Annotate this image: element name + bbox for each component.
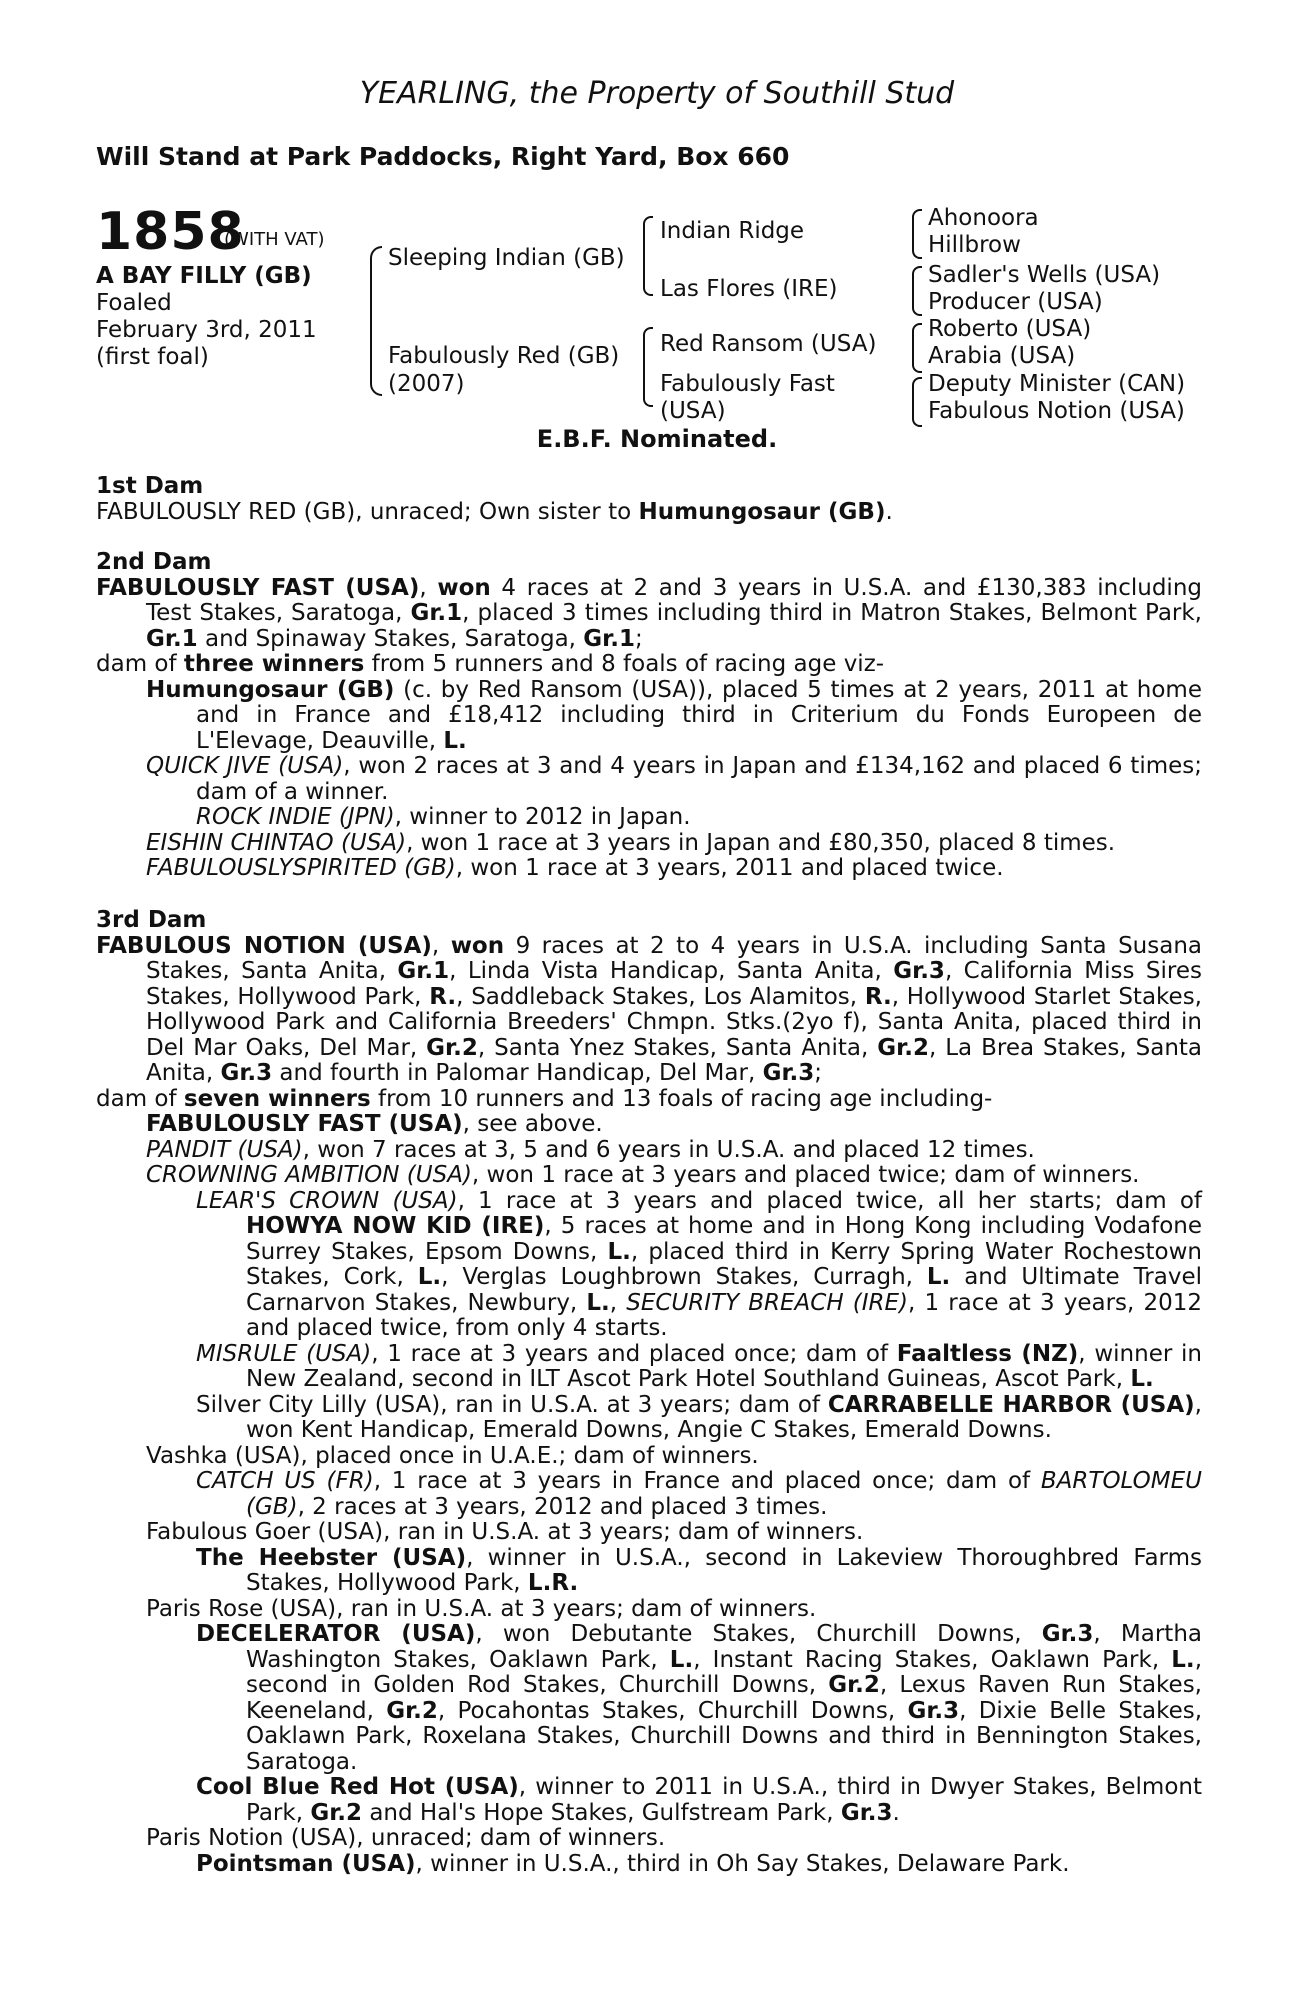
bold-text: Gr.3 — [762, 1060, 815, 1086]
text-run: , winner in U.S.A., second in Lakeview Thoroughbred Farms Stakes, Hollywood Park, — [246, 1544, 1202, 1596]
first-dam-line — [96, 500, 1202, 526]
pedigree-sss: Ahonoora — [928, 205, 1039, 231]
bold-text: Humungosaur (GB) — [146, 676, 395, 703]
bold-text: Faaltless (NZ) — [896, 1340, 1079, 1367]
pedigree-dam-sire: Red Ransom (USA) — [660, 331, 877, 357]
italic-text: SECURITY BREACH (IRE) — [626, 1289, 909, 1316]
text-run: , Santa Ynez Stakes, Santa Anita, — [477, 1034, 878, 1061]
text-run: . — [885, 498, 893, 525]
text-run: , Dixie Belle Stakes, Oaklawn Park, Roxelana Stakes, Churchill Downs and third in Bennington Stakes, Saratoga. — [246, 1697, 1203, 1775]
first-dam-body — [96, 500, 1202, 526]
pedigree-brace-ss — [912, 209, 922, 259]
vat-note: (WITH VAT) — [224, 229, 325, 250]
bold-text: Cool Blue Red Hot (USA) — [196, 1774, 519, 1800]
text-run: and fourth in Palomar Handicap, Del Mar, — [272, 1060, 763, 1086]
second-dam-entry — [96, 678, 1202, 755]
text-run: , won Debutante Stakes, Churchill Downs, — [475, 1621, 1042, 1647]
italic-text: PANDIT (USA) — [146, 1136, 303, 1163]
bold-text: Gr.1 — [410, 600, 463, 626]
text-run: Vashka (USA), placed once in U.A.E.; dam of winners. — [146, 1442, 759, 1469]
italic-text: BARTOLOMEU (GB) — [246, 1468, 1202, 1520]
text-run: , Lexus Raven Run Stakes, Keeneland, — [246, 1672, 1202, 1724]
first-dam-section — [96, 474, 1202, 525]
bold-text: R. — [429, 983, 457, 1010]
bold-text: FABULOUS NOTION (USA) — [96, 932, 432, 959]
text-run: dam of — [96, 1085, 184, 1112]
bold-text: L. — [1130, 1366, 1154, 1392]
second-dam-entry — [96, 805, 1202, 831]
text-run: , — [419, 574, 438, 601]
italic-text: ROCK INDIE (JPN) — [196, 804, 395, 830]
third-dam-entry — [96, 1138, 1202, 1164]
pedigree-dds: Deputy Minister (CAN) — [928, 371, 1186, 397]
third-dam-entry — [96, 934, 1202, 1087]
text-run: and Hal's Hope Stakes, Gulfstream Park, — [362, 1799, 841, 1826]
bold-text: Gr.2 — [386, 1697, 438, 1724]
italic-text: EISHIN CHINTAO (USA) — [146, 829, 407, 856]
pedigree-dam-dam: Fabulously Fast — [660, 371, 835, 397]
bold-text: L. — [926, 1264, 951, 1290]
pedigree-brace-dam — [643, 327, 653, 407]
third-dam-entry — [96, 1444, 1202, 1470]
text-run: , placed 3 times including third in Matron Stakes, Belmont Park, — [462, 600, 1202, 626]
text-run: Paris Rose (USA), ran in U.S.A. at 3 years; dam of winners. — [146, 1595, 817, 1622]
foaled-date: February 3rd, 2011 — [96, 317, 317, 343]
bold-text: HOWYA NOW KID (IRE) — [246, 1213, 545, 1239]
bold-text: Gr.2 — [828, 1672, 880, 1698]
bold-text: FABULOUSLY FAST (USA) — [96, 574, 420, 601]
bold-text: Gr.2 — [877, 1034, 929, 1061]
third-dam-entry — [96, 1163, 1202, 1189]
third-dam-entry — [96, 1087, 1202, 1113]
italic-text: CROWNING AMBITION (USA) — [146, 1162, 472, 1188]
text-run: FABULOUSLY RED (GB), unraced; Own sister to — [96, 498, 639, 525]
third-dam-entry — [96, 1469, 1202, 1520]
text-run: , 5 races at home and in Hong Kong including Vodafone Surrey Stakes, Epsom Downs, — [246, 1213, 1202, 1265]
first-dam-heading: 1st Dam — [96, 473, 204, 499]
second-dam-heading: 2nd Dam — [96, 549, 212, 575]
third-dam-body — [96, 934, 1202, 1878]
text-run: , Instant Racing Stakes, Oaklawn Park, — [693, 1646, 1172, 1673]
italic-text: MISRULE (USA) — [196, 1340, 372, 1367]
text-run: , won 1 race at 3 years and placed twice; dam of winners. — [471, 1162, 1140, 1188]
text-run: , winner to 2011 in U.S.A., third in Dwyer Stakes, Belmont Park, — [246, 1774, 1202, 1826]
second-dam-entry — [96, 576, 1202, 653]
text-run: , see above. — [462, 1111, 603, 1137]
text-run: from 5 runners and 8 foals of racing age viz- — [364, 651, 885, 677]
text-run: , — [609, 1289, 627, 1316]
bold-text: won — [450, 932, 505, 959]
pedigree-ssd: Hillbrow — [928, 232, 1021, 258]
second-dam-entry — [96, 831, 1202, 857]
bold-text: Gr.1 — [146, 625, 198, 652]
text-run: Fabulous Goer (USA), ran in U.S.A. at 3 years; dam of winners. — [146, 1519, 864, 1545]
third-dam-entry — [96, 1597, 1202, 1623]
pedigree-brace-sire — [643, 216, 653, 296]
text-run: , Pocahontas Stakes, Churchill Downs, — [437, 1697, 908, 1724]
third-dam-entry — [96, 1393, 1202, 1444]
text-run: 9 races at 2 to 4 years in U.S.A. including Santa Susana Stakes, Santa Anita, — [146, 932, 1202, 984]
text-run: , Saddleback Stakes, Los Alamitos, — [456, 983, 865, 1010]
bold-text: L. — [443, 727, 467, 754]
pedigree-sds: Sadler's Wells (USA) — [928, 262, 1161, 288]
text-run: , 1 race at 3 years in France and placed once; dam of — [373, 1468, 1041, 1494]
text-run: ; — [634, 625, 643, 652]
text-run: , California Miss Sires Stakes, Hollywood Park, — [146, 958, 1202, 1010]
pedigree-sire-sire: Indian Ridge — [660, 218, 805, 244]
bold-text: three winners — [183, 651, 365, 677]
pedigree-dam: Fabulously Red (GB) — [388, 343, 620, 369]
text-run: , winner to 2012 in Japan. — [394, 804, 691, 830]
text-run: , second in Golden Rod Stakes, Churchill Downs, — [246, 1646, 1202, 1698]
text-run: Silver City Lilly (USA), ran in U.S.A. at 3 years; dam of — [196, 1391, 828, 1418]
text-run: , won 1 race at 3 years in Japan and £80,350, placed 8 times. — [406, 829, 1116, 856]
second-dam-entry — [96, 856, 1202, 882]
bold-text: Gr.3 — [220, 1060, 273, 1086]
bold-text: L. — [417, 1264, 442, 1290]
bold-text: FABULOUSLY FAST (USA) — [146, 1111, 463, 1137]
pedigree-dam-year: (2007) — [388, 371, 465, 397]
third-dam-entry — [96, 1520, 1202, 1546]
bold-text: Gr.2 — [310, 1799, 363, 1826]
bold-text: seven winners — [183, 1085, 371, 1112]
pedigree-brace-main — [370, 246, 382, 396]
second-dam-entry — [96, 652, 1202, 678]
bold-text: Gr.3 — [1041, 1621, 1094, 1647]
bold-text: L. — [607, 1238, 631, 1265]
bold-text: Gr.3 — [907, 1697, 960, 1724]
text-run: , won 7 races at 3, 5 and 6 years in U.S.A. and placed 12 times. — [302, 1136, 1035, 1163]
bold-text: Gr.1 — [583, 625, 635, 652]
bold-text: DECELERATOR (USA) — [196, 1621, 476, 1647]
text-run: and Spinaway Stakes, Saratoga, — [197, 625, 584, 652]
pedigree-brace-ds — [912, 323, 922, 373]
third-dam-entry — [96, 1826, 1202, 1852]
italic-text: QUICK JIVE (USA) — [146, 753, 344, 779]
text-run: , — [431, 932, 451, 959]
bold-text: L.R. — [527, 1570, 579, 1596]
pedigree-dsd: Arabia (USA) — [928, 343, 1076, 369]
italic-text: FABULOUSLYSPIRITED (GB) — [146, 855, 456, 881]
pedigree-brace-sd — [912, 266, 922, 316]
pedigree-ddd: Fabulous Notion (USA) — [928, 398, 1185, 424]
text-run: , placed third in Kerry Spring Water Rochestown Stakes, Cork, — [246, 1238, 1202, 1290]
pedigree-sire-dam: Las Flores (IRE) — [660, 276, 838, 302]
lot-number: 1858 — [96, 202, 245, 262]
pedigree-dam-dam-country: (USA) — [660, 398, 726, 424]
text-run: Paris Notion (USA), unraced; dam of winners. — [146, 1825, 666, 1851]
foaled-label: Foaled — [96, 290, 172, 316]
text-run: , winner in U.S.A., third in Oh Say Stakes, Delaware Park. — [415, 1850, 1070, 1877]
bold-text: Gr.3 — [840, 1799, 893, 1826]
text-run: ; — [814, 1060, 822, 1086]
third-dam-entry — [96, 1189, 1202, 1342]
bold-text: Humungosaur (GB) — [638, 498, 886, 525]
text-run: from 10 runners and 13 foals of racing age including- — [370, 1085, 993, 1112]
third-dam-entry — [96, 1775, 1202, 1826]
text-run: 4 races at 2 and 3 years in U.S.A. and £130,383 including Test Stakes, Saratoga, — [146, 574, 1202, 626]
bold-text: R. — [864, 983, 892, 1010]
bold-text: L. — [1171, 1646, 1195, 1673]
text-run: , won 2 races at 3 and 4 years in Japan and £134,162 and placed 6 times; dam of a winner. — [196, 753, 1202, 805]
text-run: , 1 race at 3 years and placed twice, all her starts; dam of — [457, 1187, 1203, 1214]
text-run: . — [892, 1799, 900, 1826]
text-run: , Verglas Loughbrown Stakes, Curragh, — [441, 1264, 927, 1290]
stand-location: Will Stand at Park Paddocks, Right Yard, Box 660 — [96, 142, 790, 171]
bold-text: L. — [669, 1646, 694, 1673]
bold-text: The Heebster (USA) — [196, 1544, 467, 1571]
first-foal-note: (first foal) — [96, 344, 209, 370]
text-run: , won 1 race at 3 years, 2011 and placed twice. — [455, 855, 1004, 881]
pedigree-dss: Roberto (USA) — [928, 316, 1092, 342]
third-dam-section — [96, 908, 1202, 1877]
text-run: dam of — [96, 651, 184, 677]
text-run: , won Kent Handicap, Emerald Downs, Angie C Stakes, Emerald Downs. — [246, 1391, 1202, 1443]
bold-text: Pointsman (USA) — [196, 1850, 416, 1877]
text-run: , 1 race at 3 years and placed once; dam of — [371, 1340, 897, 1367]
third-dam-heading: 3rd Dam — [96, 907, 207, 933]
second-dam-body — [96, 576, 1202, 882]
pedigree-brace-dd — [912, 377, 922, 427]
text-run: , 2 races at 3 years, 2012 and placed 3 times. — [297, 1493, 828, 1520]
third-dam-entry — [96, 1546, 1202, 1597]
text-run: , Linda Vista Handicap, Santa Anita, — [449, 958, 894, 984]
italic-text: LEAR'S CROWN (USA) — [196, 1187, 458, 1214]
text-run: , winner in New Zealand, second in ILT Ascot Park Hotel Southland Guineas, Ascot Park, — [246, 1340, 1202, 1392]
text-run: (c. by Red Ransom (USA)), placed 5 times at 2 years, 2011 at home and in France and £18,412 including third in Criterium du Fonds Europeen de L'Elevage, Deauville, — [196, 676, 1202, 754]
text-run: , Martha Washington Stakes, Oaklawn Park, — [246, 1621, 1202, 1673]
text-run: , La Brea Stakes, Santa Anita, — [146, 1034, 1203, 1086]
bold-text: Gr.3 — [893, 958, 945, 984]
second-dam-entry — [96, 754, 1202, 805]
third-dam-entry — [96, 1342, 1202, 1393]
bold-text: Gr.1 — [397, 958, 450, 984]
bold-text: CARRABELLE HARBOR (USA) — [827, 1391, 1195, 1418]
pedigree-sdd: Producer (USA) — [928, 289, 1103, 315]
pedigree-sire: Sleeping Indian (GB) — [388, 245, 625, 271]
page-title: YEARLING, the Property of Southill Stud — [359, 76, 955, 111]
text-run: and Ultimate Travel Carnarvon Stakes, Newbury, — [246, 1264, 1202, 1316]
bold-text: won — [437, 574, 491, 601]
third-dam-entry — [96, 1622, 1202, 1775]
ebf-nomination: E.B.F. Nominated. — [536, 425, 778, 453]
italic-text: CATCH US (FR) — [196, 1468, 374, 1494]
third-dam-entry — [96, 1852, 1202, 1878]
second-dam-section — [96, 550, 1202, 882]
lot-name: A BAY FILLY (GB) — [96, 263, 312, 289]
text-run: , 1 race at 3 years, 2012 and placed twice, from only 4 starts. — [246, 1289, 1202, 1341]
text-run: , Hollywood Starlet Stakes, Hollywood Park and California Breeders' Chmpn. Stks.(2yo f), Santa Anita, placed third in Del Mar Oaks, Del Mar, — [146, 983, 1202, 1061]
bold-text: L. — [586, 1289, 610, 1316]
bold-text: Gr.2 — [426, 1034, 478, 1061]
third-dam-entry — [96, 1112, 1202, 1138]
